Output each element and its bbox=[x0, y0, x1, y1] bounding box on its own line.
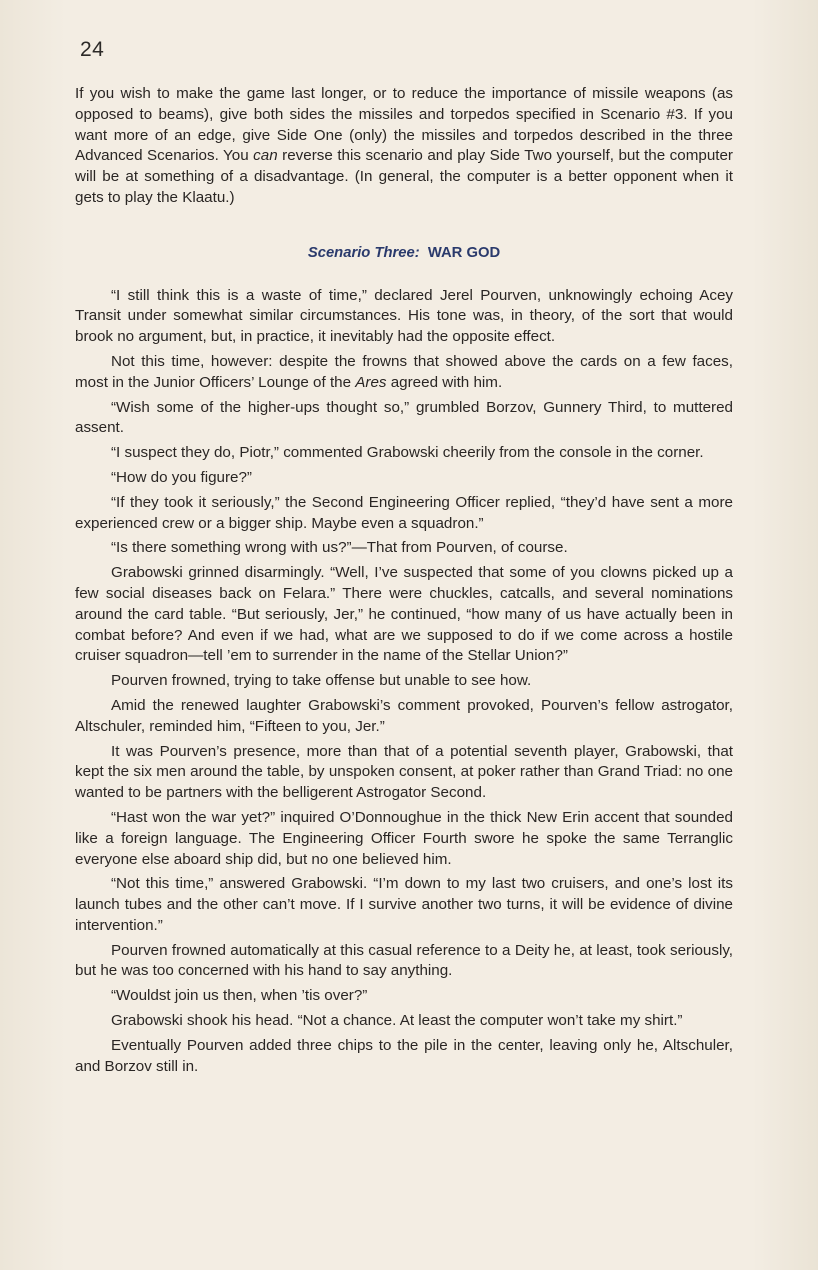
story-paragraph-12: “Hast won the war yet?” inquired O’Donnoughue in the thick New Erin accent that sounded like a foreign language. The Engineering Officer Fourth swore he spoke the same Terranglic everyone else aboard ship did, but no one believed him. bbox=[75, 808, 733, 868]
page-number: 24 bbox=[80, 38, 105, 61]
story-paragraph-2-end: agreed with him. bbox=[386, 373, 503, 391]
story-paragraph-7: “Is there something wrong with us?”—That from Pourven, of course. bbox=[111, 539, 568, 557]
story-paragraph-9: Pourven frowned, trying to take offense but unable to see how. bbox=[111, 672, 532, 690]
story-paragraph-15: “Wouldst join us then, when ’tis over?” bbox=[111, 987, 368, 1005]
story-paragraph-13: “Not this time,” answered Grabowski. “I’m down to my last two cruisers, and one’s lost its launch tubes and the other can’t move. If I survive another two turns, it will be evidence of divine intervention.” bbox=[75, 875, 733, 934]
intro-text-end: reverse this scenario and play Side Two yourself, but the computer will be at something of a disadvantage. (In general, the computer is a better opponent when it gets to play the Klaatu.) bbox=[75, 147, 733, 206]
scenario-title: WAR GOD bbox=[427, 244, 501, 261]
story-paragraph-6: “If they took it seriously,” the Second Engineering Officer replied, “they’d have sent a more experienced crew or a bigger ship. Maybe even a squadron.” bbox=[75, 493, 733, 532]
story-paragraph-3: “Wish some of the higher-ups thought so,” grumbled Borzov, Gunnery Third, to muttered assent. bbox=[75, 398, 733, 437]
story-paragraph-1: “I still think this is a waste of time,” declared Jerel Pourven, unknowingly echoing Acey Transit under somewhat similar circumstances. His tone was, in theory, of the sort that would brook no argument, but, in practice, it inevitably had the opposite effect. bbox=[75, 286, 733, 346]
story-paragraph-4: “I suspect they do, Piotr,” commented Grabowski cheerily from the console in the corner. bbox=[111, 444, 704, 462]
page-body bbox=[75, 84, 733, 1081]
story-paragraph-2 bbox=[75, 352, 733, 394]
story-paragraph-17: Eventually Pourven added three chips to the pile in the center, leaving only he, Altschuler, and Borzov still in. bbox=[75, 1036, 733, 1075]
story-paragraph-5: “How do you figure?” bbox=[111, 468, 252, 486]
ship-name: Ares bbox=[355, 373, 387, 391]
intro-text-start: If you wish to make the game last longer, or to reduce the importance of missile weapons (as opposed to beams), give both sides the missiles and torpedos specified in Scenario #3. If you want more of an edge, give Side One (only) the missiles and torpedos described in the three Advanced Scenarios. You bbox=[75, 85, 733, 165]
intro-paragraph bbox=[75, 84, 733, 209]
scenario-heading bbox=[75, 243, 733, 264]
scenario-label: Scenario Three: bbox=[307, 244, 420, 261]
intro-emphasis-can: can bbox=[253, 147, 278, 165]
story-paragraph-14: Pourven frowned automatically at this casual reference to a Deity he, at least, took seriously, but he was too concerned with his hand to say anything. bbox=[75, 941, 733, 980]
story-paragraph-8: Grabowski grinned disarmingly. “Well, I’ve suspected that some of you clowns picked up a few social diseases back on Felara.” There were chuckles, catcalls, and several nominations around the card table. “But seriously, Jer,” he continued, “how many of us have actually been in combat before? And even if we had, what are we supposed to do if we come across a hostile cruiser squadron—tell ’em to surrender in the name of the Stellar Union?” bbox=[75, 564, 733, 665]
story-paragraph-16: Grabowski shook his head. “Not a chance. At least the computer won’t take my shirt.” bbox=[111, 1012, 683, 1030]
story-paragraph-10: Amid the renewed laughter Grabowski’s comment provoked, Pourven’s fellow astrogator, Altschuler, reminded him, “Fifteen to you, Jer.” bbox=[75, 696, 733, 735]
story-paragraph-11: It was Pourven’s presence, more than that of a potential seventh player, Grabowski, that kept the six men around the table, by unspoken consent, at poker rather than Grand Triad: no one wanted to be partners with the belligerent Astrogator Second. bbox=[75, 742, 733, 802]
story-paragraph-2-start: Not this time, however: despite the frowns that showed above the cards on a few faces, most in the Junior Officers’ Lounge of the bbox=[75, 352, 733, 391]
